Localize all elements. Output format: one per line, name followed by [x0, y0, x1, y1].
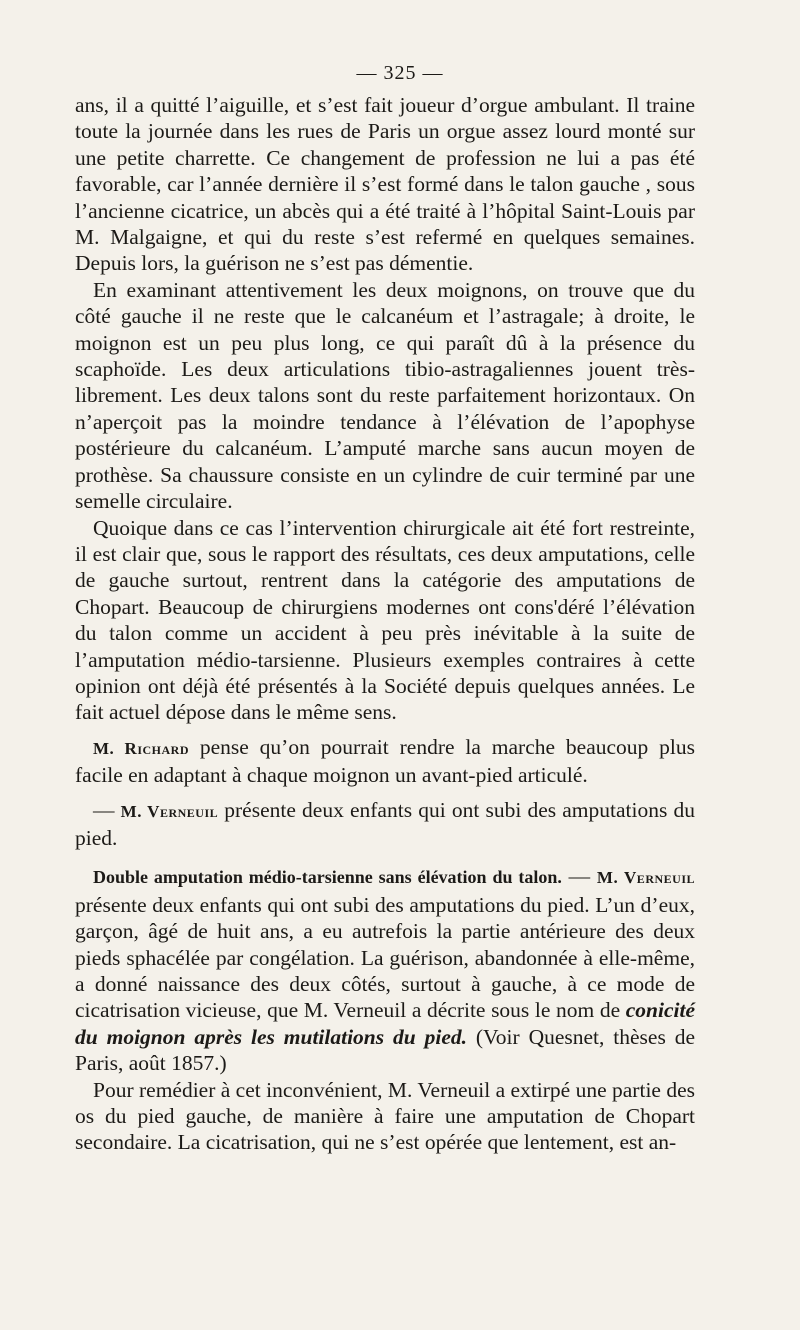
paragraph-3: Quoique dans ce cas l’intervention chirurgicale ait été fort restreinte, il est clair que, sous le rapport des résultats, ces deux amputations, celle de gauche surtout, rentrent dans la catégorie des amputations de Chopart. Beaucoup de chirurgiens modernes ont cons'déré l’élévation du talon comme un accident à peu près inévitable à la suite de l’amputation médio-tarsienne. Plusieurs exemples contraires à cette opinion ont déjà été présentés à la Société depuis quelques années. Le fait actuel dépose dans le même sens.	[75, 515, 695, 725]
paragraph-section	[75, 863, 695, 1076]
speaker-verneuil: M. Verneuil	[120, 801, 219, 821]
section-italic: conicité du moignon après les mutilations du pied.	[75, 998, 695, 1049]
paragraph-2: En examinant attentivement les deux moignons, on trouve que du côté gauche il ne reste que le calcanéum et l’astragale; à droite, le moignon est un peu plus long, ce qui paraît dû à la présence du scaphoïde. Les deux articulations tibio-astragaliennes jouent très-librement. Les deux talons sont du reste parfaitement horizontaux. On n’aperçoit pas la moindre tendance à l’élévation de l’apophyse postérieure du calcanéum. L’amputé marche sans aucun moyen de prothèse. Sa chaussure consiste en un cylindre de cuir terminé par une semelle circulaire.	[75, 277, 695, 514]
section-text-b: (Voir Quesnet, thèses de Paris, août 1857.)	[75, 1024, 695, 1076]
page-number: — 325 —	[356, 62, 444, 84]
paragraph-7: Pour remédier à cet inconvénient, M. Verneuil a extirpé une partie des os du pied gauche, de manière à faire une amputation de Chopart secondaire. La cicatrisation, qui ne s’est opérée que lentement, est an-	[75, 1077, 695, 1155]
paragraph-richard	[75, 734, 695, 789]
section-text-a: présente deux enfants qui ont subi des amputations du pied. L’un d’eux, garçon, âgé de huit ans, a eu autrefois la partie antérieure des deux pieds sphacélée par congélation. La guérison, abandonnée à elle-même, a donné naissance des deux côtés, surtout à gauche, à ce mode de cicatrisation vicieuse, que M. Verneuil a décrite sous le nom de	[75, 892, 695, 1023]
paragraph-verneuil-intro	[75, 797, 695, 852]
paragraph-1: ans, il a quitté l’aiguille, et s’est fait joueur d’orgue ambulant. Il traine toute la journée dans les rues de Paris un orgue assez lourd monté sur une petite charrette. Ce changement de profession ne lui a pas été favorable, car l’année dernière il s’est formé dans le talon gauche , sous l’ancienne cicatrice, un abcès qui a été traité à l’hôpital Saint-Louis par M. Malgaigne, et qui du reste s’est refermé en quelques semaines. Depuis lors, la guérison ne s’est pas démentie.	[75, 93, 695, 276]
speaker-richard: M. Richard	[93, 738, 189, 758]
page-body	[75, 92, 695, 1156]
richard-remark: pense qu’on pourrait rendre la marche beaucoup plus facile en adaptant à chaque moignon un avant-pied articulé.	[75, 734, 695, 788]
em-dash: —	[93, 797, 121, 822]
speaker-verneuil-2: M. Verneuil	[596, 868, 695, 888]
heading-dash: —	[561, 864, 597, 889]
verneuil-intro-text: présente deux enfants qui ont subi des amputations du pied.	[75, 797, 695, 850]
section-heading: Double amputation médio-tarsienne sans élévation du talon.	[93, 867, 562, 888]
